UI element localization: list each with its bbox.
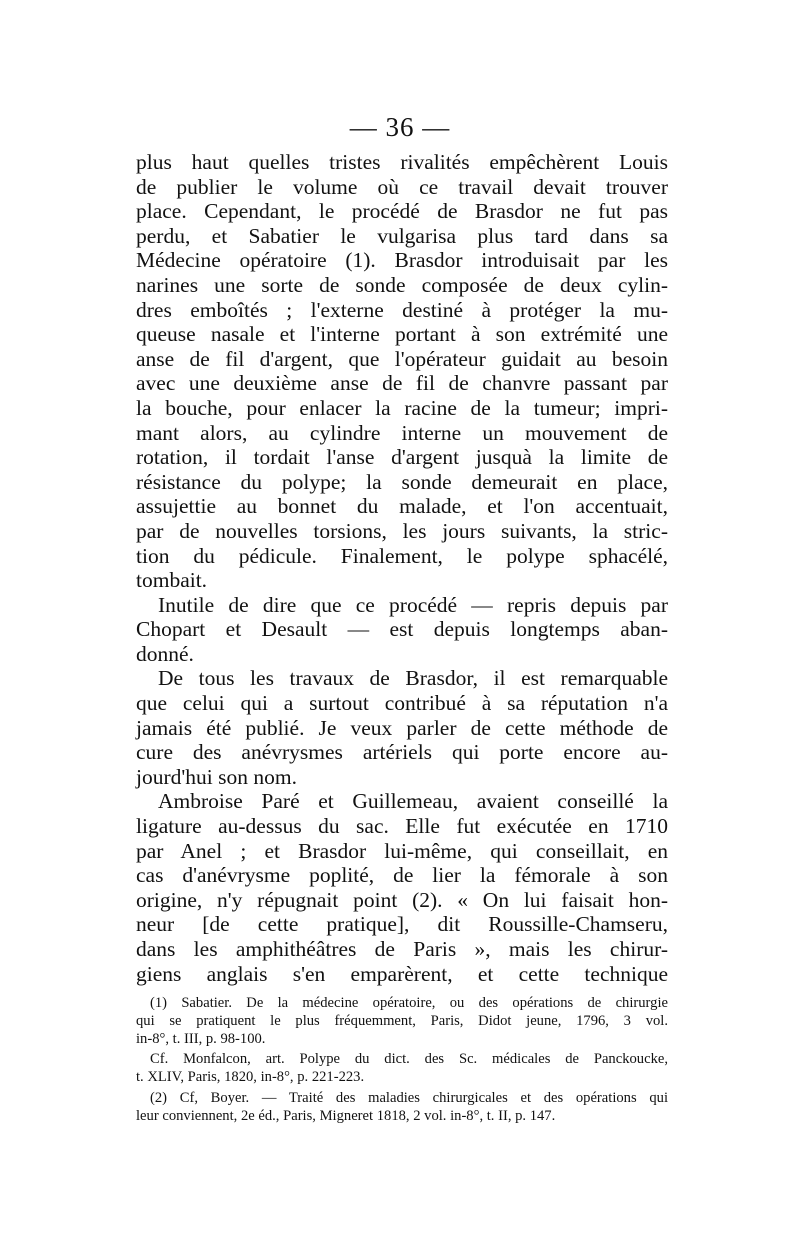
- page-number: — 36 —: [349, 112, 451, 142]
- text-line: giens anglais s'en emparèrent, et cette technique: [136, 961, 668, 986]
- text-line: résistance du polype; la sonde demeurait en place,: [136, 469, 668, 494]
- footnote-line: t. XLIV, Paris, 1820, in-8°, p. 221-223.: [136, 1069, 365, 1086]
- text-line: neur [de cette pratique], dit Roussille-Chamseru,: [136, 912, 668, 937]
- footnote-line: in-8°, t. III, p. 98-100.: [136, 1030, 266, 1047]
- text-line: tion du pédicule. Finalement, le polype sphacélé,: [136, 543, 668, 568]
- paragraph: [136, 666, 668, 789]
- text-line: anse de fil d'argent, que l'opérateur guidait au besoin: [136, 346, 668, 371]
- text-line: par de nouvelles torsions, les jours suivants, la stric-: [136, 518, 668, 543]
- text-line: tombait.: [136, 568, 208, 593]
- text-line: origine, n'y répugnait point (2). « On lui faisait hon-: [136, 887, 668, 912]
- footnote-line: leur conviennent, 2e éd., Paris, Migneret 1818, 2 vol. in-8°, t. II, p. 147.: [136, 1107, 556, 1124]
- footnote-2: [136, 1090, 668, 1126]
- footnote-1-cf: [136, 1051, 668, 1087]
- footnote-line: Cf. Monfalcon, art. Polype du dict. des Sc. médicales de Panckoucke,: [150, 1051, 668, 1068]
- text-line: place. Cependant, le procédé de Brasdor ne fut pas: [136, 199, 668, 224]
- paragraph: [136, 593, 668, 667]
- text-line: plus haut quelles tristes rivalités empêchèrent Louis: [136, 150, 668, 174]
- text-line: avec une deuxième anse de fil de chanvre passant par: [136, 371, 668, 396]
- body-text: [136, 150, 668, 986]
- footnotes: [136, 995, 668, 1129]
- text-line: par Anel ; et Brasdor lui-même, qui conseillait, en: [136, 838, 668, 863]
- text-line: rotation, il tordait l'anse d'argent jusquà la limite de: [136, 445, 668, 470]
- paragraph: [136, 150, 668, 593]
- footnote-1: [136, 995, 668, 1048]
- text-line: Médecine opératoire (1). Brasdor introduisait par les: [136, 248, 668, 273]
- text-line: narines une sorte de sonde composée de deux cylin-: [136, 272, 668, 297]
- text-line: donné.: [136, 641, 194, 666]
- footnote-line: qui se pratiquent le plus fréquemment, Paris, Didot jeune, 1796, 3 vol.: [136, 1012, 668, 1029]
- paragraph: [136, 789, 668, 986]
- text-line: assujettie au bonnet du malade, et l'on accentuait,: [136, 494, 668, 519]
- text-line: la bouche, pour enlacer la racine de la tumeur; impri-: [136, 395, 668, 420]
- footnote-line: (1) Sabatier. De la médecine opératoire, ou des opérations de chirurgie: [150, 995, 668, 1011]
- text-line: ligature au-dessus du sac. Elle fut exécutée en 1710: [136, 814, 668, 839]
- text-line: De tous les travaux de Brasdor, il est remarquable: [158, 666, 668, 691]
- text-line: jourd'hui son nom.: [136, 764, 297, 789]
- text-line: dres emboîtés ; l'externe destiné à protéger la mu-: [136, 297, 668, 322]
- text-line: dans les amphithéâtres de Paris », mais les chirur-: [136, 937, 668, 961]
- text-line: Inutile de dire que ce procédé — repris depuis par: [158, 592, 668, 617]
- text-line: cas d'anévrysme poplité, de lier la fémorale à son: [136, 863, 668, 888]
- text-line: que celui qui a surtout contribué à sa réputation n'a: [136, 691, 668, 716]
- text-line: de publier le volume où ce travail devait trouver: [136, 174, 668, 199]
- text-line: perdu, et Sabatier le vulgarisa plus tard dans sa: [136, 223, 668, 248]
- text-line: Chopart et Desault — est depuis longtemps aban-: [136, 617, 668, 642]
- text-line: queuse nasale et l'interne portant à son extrémité une: [136, 322, 668, 347]
- text-line: Ambroise Paré et Guillemeau, avaient conseillé la: [158, 789, 668, 814]
- text-line: jamais été publié. Je veux parler de cette méthode de: [136, 715, 668, 740]
- text-line: cure des anévrysmes artériels qui porte encore au-: [136, 740, 668, 765]
- text-line: mant alors, au cylindre interne un mouvement de: [136, 420, 668, 445]
- footnote-line: (2) Cf, Boyer. — Traité des maladies chirurgicales et des opérations qui: [150, 1089, 668, 1106]
